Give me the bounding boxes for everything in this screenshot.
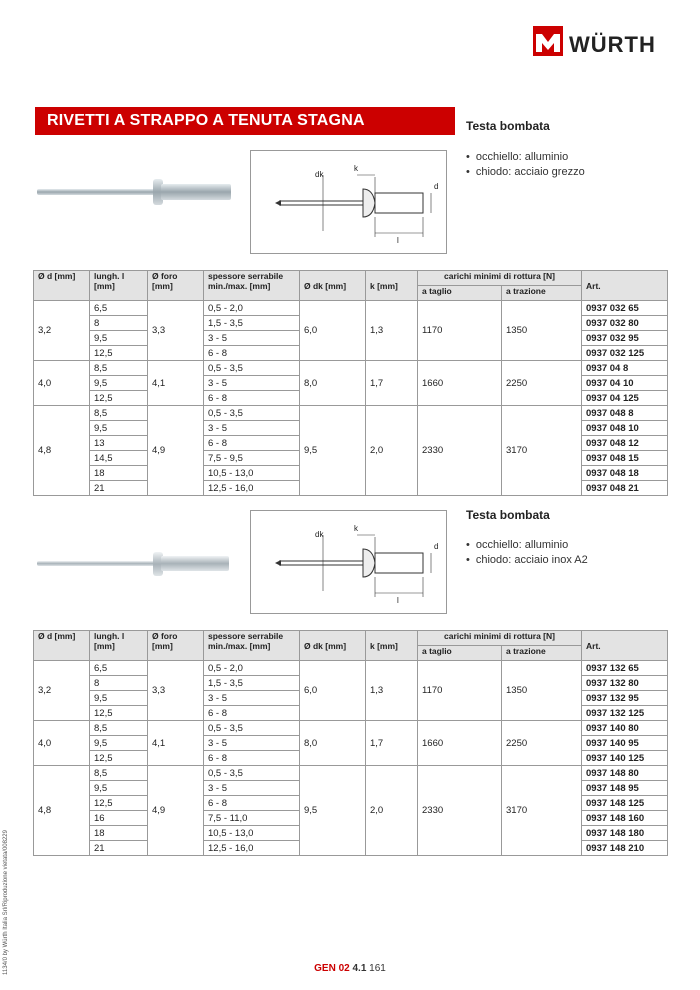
cell-hole: 4,9 [148,766,204,856]
diagram-label-d: d [434,182,439,191]
cell-shear-load: 2330 [418,766,502,856]
header-diameter: Ø d [mm] [34,631,90,661]
table-row [34,661,668,676]
cell-length: 8 [90,676,148,691]
cell-tensile-load: 3170 [502,406,582,496]
page-title: RIVETTI A STRAPPO A TENUTA STAGNA [47,112,365,129]
header-length: lungh. l [mm] [90,271,148,301]
header-head-diameter: Ø dk [mm] [300,271,366,301]
header-head-height: k [mm] [366,271,418,301]
cell-length: 8 [90,316,148,331]
table-row [34,766,668,781]
header-article: Art. [582,631,668,661]
table-row [34,406,668,421]
table-group [34,661,668,721]
cell-grip-range: 7,5 - 9,5 [204,451,300,466]
cell-article-number: 0937 148 160 [582,811,668,826]
cell-article-number: 0937 132 65 [582,661,668,676]
cell-article-number: 0937 132 80 [582,676,668,691]
cell-article-number: 0937 04 10 [582,376,668,391]
cell-grip-range: 12,5 - 16,0 [204,841,300,856]
cell-length: 18 [90,466,148,481]
cell-shear-load: 1170 [418,661,502,721]
cell-head-diameter: 6,0 [300,301,366,361]
header-head-diameter: Ø dk [mm] [300,631,366,661]
header-grip-range: spessore serrabile min./max. [mm] [204,631,300,661]
cell-tensile-load: 1350 [502,301,582,361]
header-article: Art. [582,271,668,301]
cell-article-number: 0937 048 21 [582,481,668,496]
cell-grip-range: 0,5 - 3,5 [204,406,300,421]
cell-article-number: 0937 132 125 [582,706,668,721]
cell-grip-range: 0,5 - 2,0 [204,661,300,676]
cell-head-diameter: 9,5 [300,766,366,856]
cell-shear-load: 1660 [418,361,502,406]
cell-article-number: 0937 148 180 [582,826,668,841]
header-breaking-loads: carichi minimi di rottura [N] [418,271,582,286]
cell-head-diameter: 9,5 [300,406,366,496]
cell-grip-range: 6 - 8 [204,436,300,451]
cell-grip-range: 3 - 5 [204,331,300,346]
header-breaking-loads: carichi minimi di rottura [N] [418,631,582,646]
cell-head-height: 1,7 [366,721,418,766]
cell-article-number: 0937 048 18 [582,466,668,481]
header-shear: a taglio [418,646,502,661]
bullet-item: • occhiello: alluminio [466,150,585,165]
cell-grip-range: 0,5 - 3,5 [204,721,300,736]
cell-head-height: 2,0 [366,406,418,496]
cell-grip-range: 3 - 5 [204,781,300,796]
header-hole: Ø foro [mm] [148,271,204,301]
table-row [34,361,668,376]
footer-catalog-code: GEN 02 [314,963,350,974]
cell-length: 14,5 [90,451,148,466]
diagram-label-k: k [354,524,358,533]
diagram-label-l: l [397,596,399,605]
cell-head-height: 1,7 [366,361,418,406]
cell-hole: 3,3 [148,301,204,361]
bullet-item: • occhiello: alluminio [466,538,588,553]
cell-grip-range: 0,5 - 3,5 [204,766,300,781]
cell-hole: 4,9 [148,406,204,496]
cell-length: 9,5 [90,331,148,346]
cell-head-height: 1,3 [366,661,418,721]
section-2-dimension-diagram [250,510,447,614]
table-group [34,766,668,856]
rivet-photo-icon [35,178,235,206]
footer-section: 4.1 [352,963,367,974]
cell-length: 12,5 [90,346,148,361]
cell-length: 8,5 [90,766,148,781]
cell-grip-range: 0,5 - 2,0 [204,301,300,316]
title-bar [35,107,455,135]
cell-grip-range: 6 - 8 [204,346,300,361]
cell-article-number: 0937 048 10 [582,421,668,436]
header-tensile: a trazione [502,646,582,661]
cell-head-height: 2,0 [366,766,418,856]
cell-length: 12,5 [90,751,148,766]
cell-article-number: 0937 032 65 [582,301,668,316]
table-row [34,721,668,736]
cell-article-number: 0937 140 95 [582,736,668,751]
cell-grip-range: 3 - 5 [204,691,300,706]
cell-shear-load: 1660 [418,721,502,766]
cell-head-diameter: 8,0 [300,721,366,766]
header-tensile: a trazione [502,286,582,301]
cell-article-number: 0937 032 95 [582,331,668,346]
cell-article-number: 0937 032 125 [582,346,668,361]
cell-length: 6,5 [90,661,148,676]
diagram-label-k: k [354,164,358,173]
bullet-item: • chiodo: acciaio inox A2 [466,553,588,568]
section-1-bullets [466,150,585,180]
header-head-height: k [mm] [366,631,418,661]
wurth-logo-mark-icon [533,26,563,56]
brand-name: WÜRTH [569,32,656,57]
bullet-item: • chiodo: acciaio grezzo [466,165,585,180]
cell-grip-range: 0,5 - 3,5 [204,361,300,376]
cell-article-number: 0937 148 210 [582,841,668,856]
cell-head-diameter: 6,0 [300,661,366,721]
cell-tensile-load: 1350 [502,661,582,721]
cell-length: 9,5 [90,736,148,751]
cell-diameter: 3,2 [34,301,90,361]
diagram-label-dk: dk [315,530,324,539]
cell-article-number: 0937 04 125 [582,391,668,406]
cell-tensile-load: 2250 [502,721,582,766]
cell-diameter: 4,0 [34,721,90,766]
cell-length: 21 [90,841,148,856]
cell-grip-range: 3 - 5 [204,376,300,391]
cell-tensile-load: 3170 [502,766,582,856]
cell-article-number: 0937 148 95 [582,781,668,796]
cell-grip-range: 1,5 - 3,5 [204,316,300,331]
cell-length: 12,5 [90,391,148,406]
cell-diameter: 3,2 [34,661,90,721]
cell-length: 8,5 [90,361,148,376]
table-group [34,406,668,496]
cell-article-number: 0937 140 125 [582,751,668,766]
cell-grip-range: 12,5 - 16,0 [204,481,300,496]
cell-hole: 3,3 [148,661,204,721]
diagram-label-d: d [434,542,439,551]
cell-grip-range: 6 - 8 [204,751,300,766]
cell-article-number: 0937 048 12 [582,436,668,451]
diagram-label-dk: dk [315,170,324,179]
cell-hole: 4,1 [148,361,204,406]
cell-length: 16 [90,811,148,826]
cell-length: 9,5 [90,691,148,706]
table-group [34,721,668,766]
cell-tensile-load: 2250 [502,361,582,406]
header-hole: Ø foro [mm] [148,631,204,661]
cell-shear-load: 1170 [418,301,502,361]
table-group [34,301,668,361]
cell-length: 6,5 [90,301,148,316]
cell-shear-load: 2330 [418,406,502,496]
cell-length: 13 [90,436,148,451]
header-length: lungh. l [mm] [90,631,148,661]
cell-article-number: 0937 04 8 [582,361,668,376]
header-shear: a taglio [418,286,502,301]
cell-article-number: 0937 148 125 [582,796,668,811]
spec-table-1 [33,270,668,496]
cell-grip-range: 10,5 - 13,0 [204,826,300,841]
section-1-subtitle: Testa bombata [466,119,550,133]
spec-table-2 [33,630,668,856]
cell-grip-range: 10,5 - 13,0 [204,466,300,481]
section-1-dimension-diagram [250,150,447,254]
cell-head-height: 1,3 [366,301,418,361]
cell-length: 12,5 [90,796,148,811]
table-group [34,361,668,406]
cell-grip-range: 6 - 8 [204,706,300,721]
cell-head-diameter: 8,0 [300,361,366,406]
section-2-subtitle: Testa bombata [466,508,550,522]
cell-grip-range: 7,5 - 11,0 [204,811,300,826]
cell-length: 9,5 [90,421,148,436]
cell-hole: 4,1 [148,721,204,766]
cell-length: 21 [90,481,148,496]
cell-length: 9,5 [90,781,148,796]
wurth-logo [533,26,673,62]
cell-length: 12,5 [90,706,148,721]
cell-article-number: 0937 148 80 [582,766,668,781]
cell-article-number: 0937 132 95 [582,691,668,706]
cell-article-number: 0937 032 80 [582,316,668,331]
cell-length: 18 [90,826,148,841]
cell-length: 8,5 [90,406,148,421]
rivet-photo-icon [35,551,235,577]
cell-length: 8,5 [90,721,148,736]
cell-article-number: 0937 048 15 [582,451,668,466]
cell-grip-range: 6 - 8 [204,391,300,406]
cell-grip-range: 6 - 8 [204,796,300,811]
cell-diameter: 4,8 [34,406,90,496]
page-footer [0,963,700,974]
cell-grip-range: 3 - 5 [204,736,300,751]
header-grip-range: spessore serrabile min./max. [mm] [204,271,300,301]
cell-grip-range: 1,5 - 3,5 [204,676,300,691]
cell-length: 9,5 [90,376,148,391]
cell-article-number: 0937 048 8 [582,406,668,421]
diagram-label-l: l [397,236,399,245]
cell-diameter: 4,0 [34,361,90,406]
cell-grip-range: 3 - 5 [204,421,300,436]
copyright-note: 1134/0 by Würth Italia Srl/Riproduzione vietata/008229 [3,830,9,975]
header-diameter: Ø d [mm] [34,271,90,301]
table-row [34,301,668,316]
page-number: 161 [369,963,386,974]
cell-diameter: 4,8 [34,766,90,856]
section-2-bullets [466,538,588,568]
cell-article-number: 0937 140 80 [582,721,668,736]
